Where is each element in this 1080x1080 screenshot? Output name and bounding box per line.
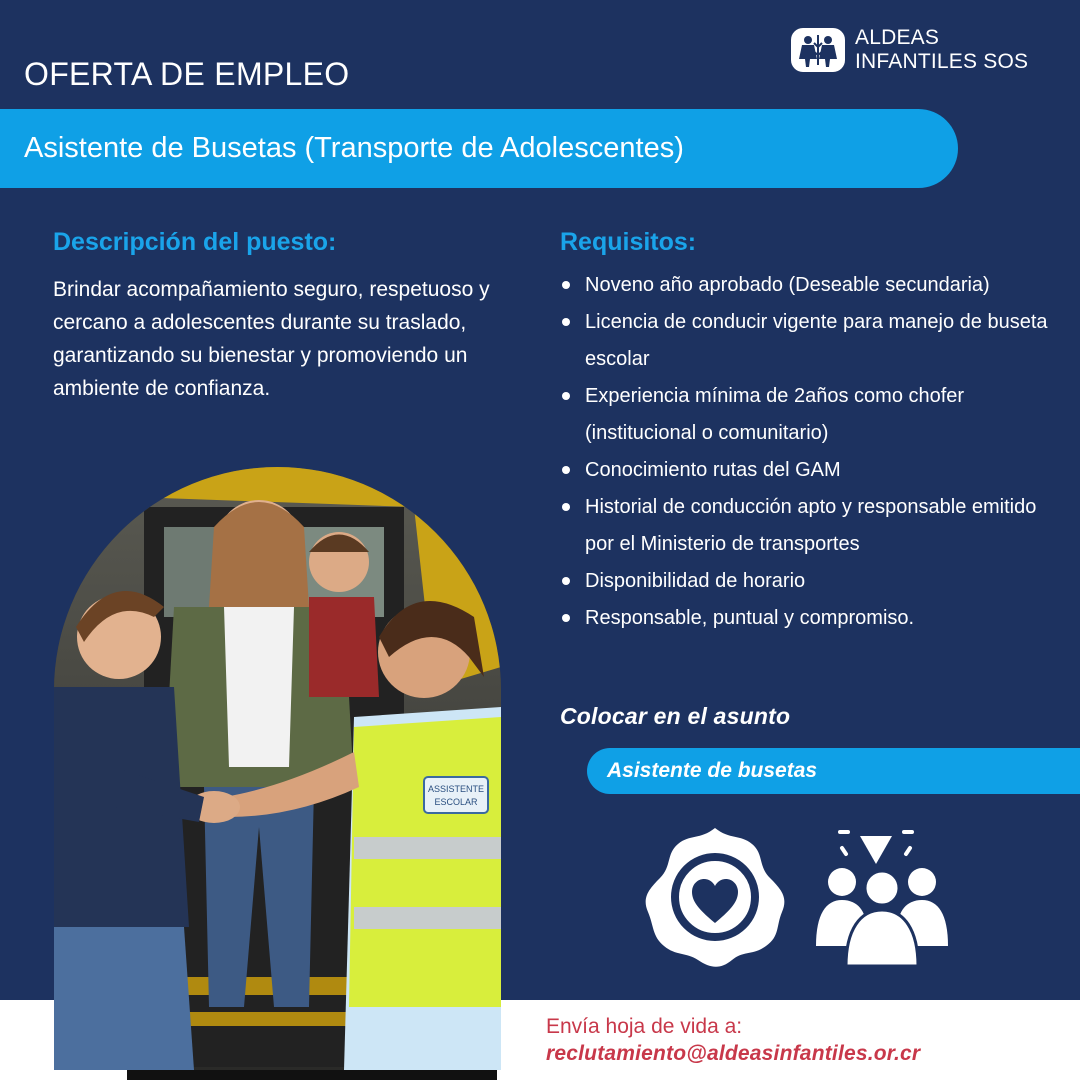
- vest-label-line1: ASSISTENTE: [427, 784, 485, 794]
- brand-logo: [791, 26, 1028, 74]
- requirement-item: Experiencia mínima de 2años como chofer (institucional o comunitario): [560, 378, 1060, 452]
- description-text: Brindar acompañamiento seguro, respetuoso y cercano a adolescentes durante su traslado, garantizando su bienestar y promoviendo un ambiente de confianza.: [53, 278, 490, 400]
- requirements-list: [560, 267, 1060, 637]
- requirement-item: Disponibilidad de horario: [560, 563, 1060, 600]
- subject-heading: Colocar en el asunto: [560, 703, 791, 729]
- description-heading: Descripción del puesto:: [53, 228, 337, 256]
- requirement-item: Licencia de conducir vigente para manejo de buseta escolar: [560, 304, 1060, 378]
- subject-bar: [587, 748, 1080, 794]
- requirement-item: Responsable, puntual y compromiso.: [560, 600, 1060, 637]
- sos-logo-icon: [791, 28, 845, 72]
- vest-label-line2: ESCOLAR: [434, 797, 478, 807]
- requirement-item: Historial de conducción apto y responsable emitido por el Ministerio de transportes: [560, 489, 1060, 563]
- group-people-icon: [812, 826, 957, 968]
- requirement-item: Conocimiento rutas del GAM: [560, 452, 1060, 489]
- subject-value: Asistente de busetas: [607, 759, 818, 782]
- brand-line1: ALDEAS: [855, 26, 940, 49]
- heart-badge-icon: [640, 826, 790, 968]
- requirements-heading: Requisitos:: [560, 228, 697, 256]
- footer-email-link[interactable]: reclutamiento@aldeasinfantiles.or.cr: [546, 1042, 921, 1065]
- requirement-item: Noveno año aprobado (Deseable secundaria): [560, 267, 1060, 304]
- offer-kicker: OFERTA DE EMPLEO: [24, 56, 350, 92]
- footer-label: Envía hoja de vida a:: [546, 1015, 743, 1038]
- bus-assistant-photo: [54, 467, 501, 1070]
- brand-line2: INFANTILES SOS: [855, 50, 1029, 73]
- brand-name: [855, 26, 1028, 74]
- position-title-bar: [0, 109, 958, 188]
- position-title: Asistente de Busetas (Transporte de Adolescentes): [24, 132, 684, 164]
